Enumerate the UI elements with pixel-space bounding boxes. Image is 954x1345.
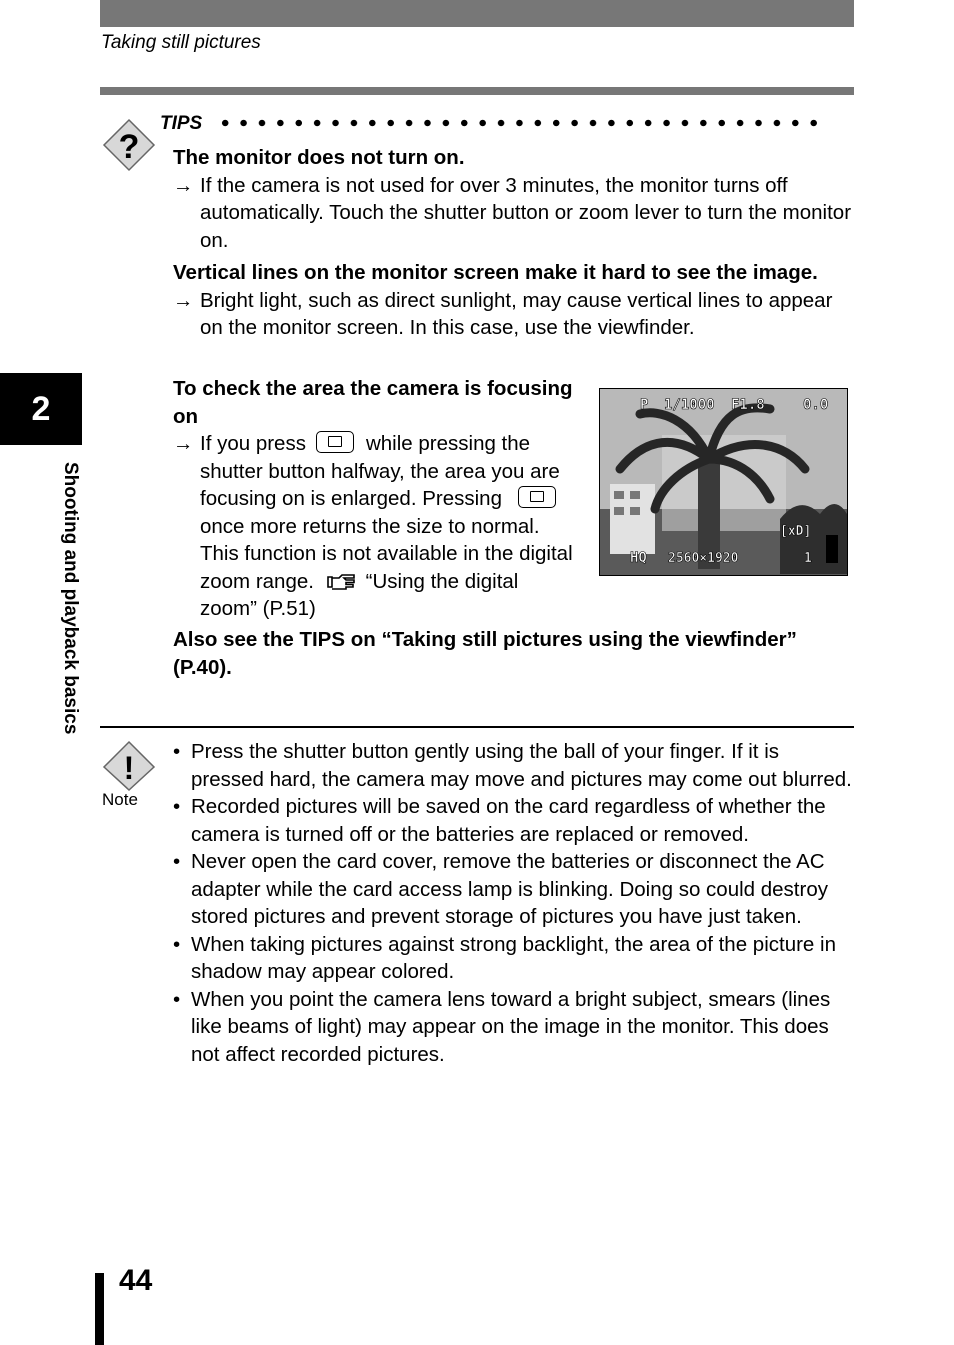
tip-body-text: while pressing the shutter button halfway, the area you are focusing on is enlarged. Pressing bbox=[200, 432, 560, 510]
bullet-icon: • bbox=[173, 795, 181, 818]
pointing-hand-icon bbox=[326, 572, 360, 590]
tip-body-text: If the camera is not used for over 3 minutes, the monitor turns off automatically. Touch the shutter button or zoom lever to turn the monitor on. bbox=[200, 173, 852, 252]
monitor-screen-image bbox=[599, 388, 848, 576]
zoom-button-icon bbox=[316, 431, 354, 453]
section-title: Taking still pictures bbox=[101, 32, 261, 53]
chapter-tab bbox=[0, 373, 82, 445]
tip-item bbox=[173, 259, 853, 342]
tip-item bbox=[173, 375, 573, 623]
chapter-title: Shooting and playback basics bbox=[60, 462, 81, 735]
tip-body bbox=[173, 172, 853, 255]
note-rule bbox=[100, 726, 854, 728]
note-label: Note bbox=[102, 790, 138, 809]
tip-item bbox=[173, 144, 853, 254]
mode-label: P bbox=[640, 397, 649, 413]
tip-body-text: Bright light, such as direct sunlight, may cause vertical lines to appear on the monitor screen. In this case, use the viewfinder. bbox=[200, 288, 833, 339]
resolution-label: 2560×1920 bbox=[668, 551, 739, 566]
note-item bbox=[173, 931, 853, 986]
arrow-icon: → bbox=[173, 173, 194, 197]
bullet-icon: • bbox=[173, 850, 181, 873]
also-see-text: Also see the TIPS on “Taking still pictures using the viewfinder” (P.40). bbox=[173, 628, 797, 679]
header-bar bbox=[100, 0, 854, 27]
tips-question-icon bbox=[102, 118, 156, 172]
tips-heading: TIPS bbox=[160, 113, 203, 134]
exposure-label: 0.0 bbox=[803, 397, 829, 413]
reference-link-text: “Using the digital zoom” (P.51) bbox=[200, 569, 519, 620]
shutter-speed-label: 1/1000 bbox=[664, 397, 715, 413]
note-item-text: Never open the card cover, remove the batteries or disconnect the AC adapter while the card access lamp is blinking. Doing so could destroy stored pictures and prevent storage of pictures you have just taken. bbox=[191, 850, 828, 928]
bullet-icon: • bbox=[173, 987, 181, 1011]
bullet-icon: • bbox=[173, 932, 181, 956]
arrow-icon: → bbox=[173, 288, 194, 312]
header-rule bbox=[100, 87, 854, 95]
tip-title: To check the area the camera is focusing on bbox=[173, 377, 573, 428]
quality-label: HQ bbox=[630, 550, 647, 566]
tip-body-text: once more returns the size to normal. This function is not available in the digital zoom range. bbox=[200, 514, 573, 593]
palm-tree-scene bbox=[600, 389, 847, 575]
note-exclamation-icon bbox=[102, 740, 156, 792]
note-list bbox=[173, 738, 853, 1068]
note-item-text: When taking pictures against strong backlight, the area of the picture in shadow may appear colored. bbox=[191, 932, 836, 983]
tip-body-text: If you press bbox=[200, 432, 306, 455]
zoom-button-icon bbox=[518, 486, 556, 508]
note-item-text: When you point the camera lens toward a bright subject, smears (lines like beams of light) may appear on the image in the monitor. This does not affect recorded pictures. bbox=[191, 987, 831, 1066]
svg-text:!: ! bbox=[123, 750, 135, 786]
chapter-number: 2 bbox=[31, 389, 51, 428]
note-item-text: Recorded pictures will be saved on the card regardless of whether the camera is turned off or the batteries are replaced or removed. bbox=[191, 795, 826, 846]
svg-text:?: ? bbox=[118, 128, 140, 166]
note-item bbox=[173, 793, 853, 848]
tip-title: Vertical lines on the monitor screen make it hard to see the image. bbox=[173, 261, 818, 284]
note-item bbox=[173, 848, 853, 931]
note-item bbox=[173, 986, 853, 1069]
note-item bbox=[173, 738, 853, 793]
aperture-label: F1.8 bbox=[731, 397, 765, 413]
tip-title: The monitor does not turn on. bbox=[173, 146, 465, 169]
page-number: 44 bbox=[119, 1264, 153, 1297]
page-number-bar bbox=[95, 1273, 104, 1345]
frames-label: 1 bbox=[804, 551, 812, 566]
bullet-icon: • bbox=[173, 740, 181, 763]
tip-body bbox=[173, 287, 853, 342]
tip-body bbox=[173, 430, 573, 623]
arrow-icon: → bbox=[173, 432, 194, 455]
card-label: [xD] bbox=[780, 524, 812, 539]
note-item-text: Press the shutter button gently using the ball of your finger. If it is pressed hard, the camera may move and pictures may come out blurred. bbox=[191, 740, 852, 791]
tips-dotted-rule bbox=[216, 116, 826, 130]
